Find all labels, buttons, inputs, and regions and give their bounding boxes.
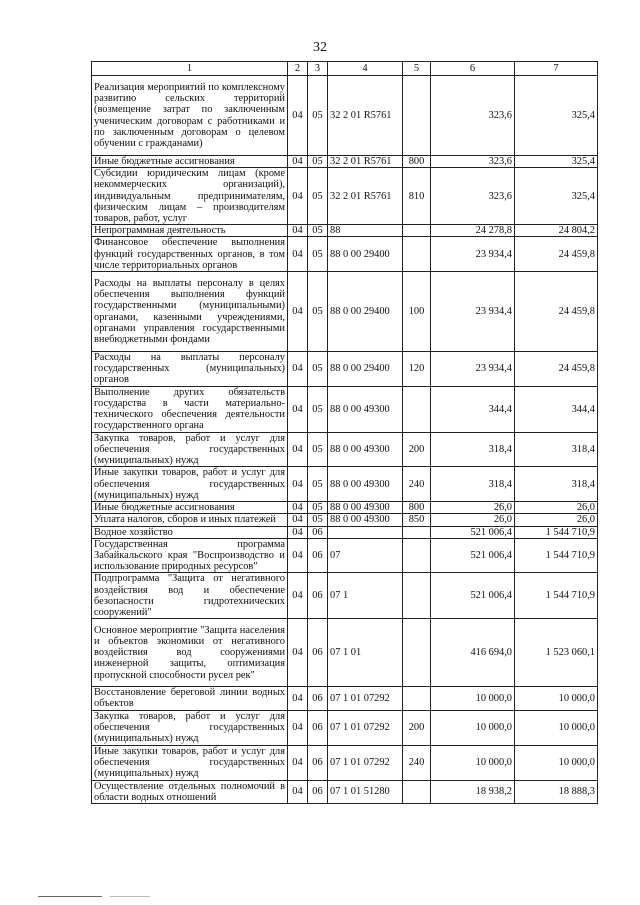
row-name: Водное хозяйство bbox=[92, 526, 288, 538]
row-subsection: 05 bbox=[308, 352, 328, 387]
row-amount-year1: 416 694,0 bbox=[431, 619, 515, 687]
header-col-2: 2 bbox=[288, 62, 308, 76]
header-col-7: 7 bbox=[515, 62, 598, 76]
row-section: 04 bbox=[288, 76, 308, 156]
row-name: Восстановление береговой линии водных объектов bbox=[92, 687, 288, 710]
row-name: Осуществление отдельных полномочий в области водных отношений bbox=[92, 780, 288, 803]
row-target-article: 88 0 00 49300 bbox=[328, 386, 403, 432]
table-row bbox=[92, 710, 598, 745]
budget-table bbox=[91, 61, 598, 804]
row-expense-type bbox=[403, 780, 431, 803]
row-amount-year2: 10 000,0 bbox=[515, 745, 598, 780]
row-name: Основное мероприятие "Защита населения и объектов экономики от негативного воздействия вод сооружениями инженерной защиты, оптимизация пропускной способности русел рек" bbox=[92, 619, 288, 687]
row-expense-type: 100 bbox=[403, 272, 431, 352]
row-amount-year1: 521 006,4 bbox=[431, 538, 515, 573]
row-target-article: 32 2 01 R5761 bbox=[328, 168, 403, 225]
row-target-article: 88 0 00 49300 bbox=[328, 432, 403, 467]
row-name: Закупка товаров, работ и услуг для обеспечения государственных (муниципальных) нужд bbox=[92, 710, 288, 745]
row-target-article: 88 0 00 49300 bbox=[328, 502, 403, 514]
row-target-article: 07 1 01 bbox=[328, 619, 403, 687]
table-row bbox=[92, 467, 598, 502]
row-amount-year1: 318,4 bbox=[431, 467, 515, 502]
row-name: Непрограммная деятельность bbox=[92, 225, 288, 237]
row-amount-year2: 325,4 bbox=[515, 76, 598, 156]
row-amount-year2: 26,0 bbox=[515, 514, 598, 526]
row-amount-year1: 18 938,2 bbox=[431, 780, 515, 803]
row-subsection: 06 bbox=[308, 526, 328, 538]
row-expense-type bbox=[403, 237, 431, 272]
row-subsection: 05 bbox=[308, 386, 328, 432]
row-section: 04 bbox=[288, 386, 308, 432]
row-expense-type: 800 bbox=[403, 502, 431, 514]
row-amount-year2: 10 000,0 bbox=[515, 687, 598, 710]
row-section: 04 bbox=[288, 352, 308, 387]
row-target-article bbox=[328, 526, 403, 538]
row-subsection: 06 bbox=[308, 538, 328, 573]
row-section: 04 bbox=[288, 745, 308, 780]
row-subsection: 05 bbox=[308, 502, 328, 514]
row-amount-year1: 10 000,0 bbox=[431, 710, 515, 745]
row-amount-year2: 10 000,0 bbox=[515, 710, 598, 745]
header-col-1: 1 bbox=[92, 62, 288, 76]
row-name: Финансовое обеспечение выполнения функций государственных органов, в том числе территориальных органов bbox=[92, 237, 288, 272]
row-expense-type bbox=[403, 225, 431, 237]
row-expense-type bbox=[403, 526, 431, 538]
row-amount-year1: 521 006,4 bbox=[431, 526, 515, 538]
row-expense-type bbox=[403, 538, 431, 573]
row-target-article: 88 bbox=[328, 225, 403, 237]
row-amount-year2: 24 459,8 bbox=[515, 237, 598, 272]
row-amount-year2: 1 544 710,9 bbox=[515, 526, 598, 538]
row-amount-year2: 26,0 bbox=[515, 502, 598, 514]
row-name: Закупка товаров, работ и услуг для обеспечения государственных (муниципальных) нужд bbox=[92, 432, 288, 467]
row-amount-year1: 344,4 bbox=[431, 386, 515, 432]
row-expense-type: 800 bbox=[403, 156, 431, 168]
row-amount-year1: 23 934,4 bbox=[431, 272, 515, 352]
row-expense-type: 200 bbox=[403, 710, 431, 745]
table-row bbox=[92, 780, 598, 803]
row-target-article: 07 1 01 51280 bbox=[328, 780, 403, 803]
row-subsection: 05 bbox=[308, 76, 328, 156]
header-col-6: 6 bbox=[431, 62, 515, 76]
row-expense-type: 850 bbox=[403, 514, 431, 526]
row-section: 04 bbox=[288, 538, 308, 573]
row-section: 04 bbox=[288, 710, 308, 745]
row-amount-year2: 1 544 710,9 bbox=[515, 538, 598, 573]
row-expense-type bbox=[403, 386, 431, 432]
table-row bbox=[92, 573, 598, 619]
row-amount-year1: 323,6 bbox=[431, 156, 515, 168]
row-section: 04 bbox=[288, 432, 308, 467]
row-name: Иные закупки товаров, работ и услуг для обеспечения государственных (муниципальных) нужд bbox=[92, 745, 288, 780]
footer-rule-faint bbox=[110, 896, 150, 897]
row-subsection: 06 bbox=[308, 619, 328, 687]
row-name: Государственная программа Забайкальского края "Воспроизводство и использование природных ресурсов" bbox=[92, 538, 288, 573]
row-subsection: 05 bbox=[308, 272, 328, 352]
row-target-article: 32 2 01 R5761 bbox=[328, 76, 403, 156]
table-row bbox=[92, 352, 598, 387]
row-expense-type bbox=[403, 619, 431, 687]
row-section: 04 bbox=[288, 225, 308, 237]
row-expense-type: 120 bbox=[403, 352, 431, 387]
row-amount-year1: 26,0 bbox=[431, 502, 515, 514]
footer-rule bbox=[38, 896, 102, 897]
row-section: 04 bbox=[288, 780, 308, 803]
row-subsection: 06 bbox=[308, 745, 328, 780]
row-amount-year1: 23 934,4 bbox=[431, 352, 515, 387]
row-expense-type: 240 bbox=[403, 467, 431, 502]
row-subsection: 06 bbox=[308, 710, 328, 745]
row-section: 04 bbox=[288, 687, 308, 710]
row-target-article: 07 bbox=[328, 538, 403, 573]
row-name: Подпрограмма "Защита от негативного воздействия вод и обеспечение безопасности гидротехнических сооружений" bbox=[92, 573, 288, 619]
table-row bbox=[92, 502, 598, 514]
row-target-article: 88 0 00 49300 bbox=[328, 467, 403, 502]
table-row bbox=[92, 745, 598, 780]
row-target-article: 07 1 bbox=[328, 573, 403, 619]
row-expense-type: 240 bbox=[403, 745, 431, 780]
row-expense-type: 810 bbox=[403, 168, 431, 225]
row-target-article: 07 1 01 07292 bbox=[328, 745, 403, 780]
table-row bbox=[92, 526, 598, 538]
table-row bbox=[92, 272, 598, 352]
row-amount-year2: 1 544 710,9 bbox=[515, 573, 598, 619]
row-amount-year2: 24 459,8 bbox=[515, 272, 598, 352]
row-amount-year1: 10 000,0 bbox=[431, 687, 515, 710]
row-target-article: 88 0 00 49300 bbox=[328, 514, 403, 526]
row-subsection: 05 bbox=[308, 467, 328, 502]
row-name: Уплата налогов, сборов и иных платежей bbox=[92, 514, 288, 526]
table-row bbox=[92, 619, 598, 687]
header-col-5: 5 bbox=[403, 62, 431, 76]
row-target-article: 07 1 01 07292 bbox=[328, 687, 403, 710]
row-subsection: 06 bbox=[308, 780, 328, 803]
header-col-4: 4 bbox=[328, 62, 403, 76]
row-target-article: 07 1 01 07292 bbox=[328, 710, 403, 745]
row-section: 04 bbox=[288, 573, 308, 619]
row-amount-year1: 521 006,4 bbox=[431, 573, 515, 619]
row-amount-year1: 323,6 bbox=[431, 168, 515, 225]
row-subsection: 05 bbox=[308, 237, 328, 272]
row-amount-year1: 24 278,8 bbox=[431, 225, 515, 237]
table-row bbox=[92, 514, 598, 526]
row-section: 04 bbox=[288, 156, 308, 168]
row-section: 04 bbox=[288, 168, 308, 225]
row-subsection: 05 bbox=[308, 168, 328, 225]
table-row bbox=[92, 386, 598, 432]
row-expense-type: 200 bbox=[403, 432, 431, 467]
row-amount-year1: 10 000,0 bbox=[431, 745, 515, 780]
row-name: Иные бюджетные ассигнования bbox=[92, 502, 288, 514]
table-row bbox=[92, 76, 598, 156]
row-amount-year2: 18 888,3 bbox=[515, 780, 598, 803]
row-subsection: 05 bbox=[308, 156, 328, 168]
row-amount-year2: 325,4 bbox=[515, 156, 598, 168]
row-amount-year2: 318,4 bbox=[515, 467, 598, 502]
row-subsection: 06 bbox=[308, 573, 328, 619]
row-amount-year1: 23 934,4 bbox=[431, 237, 515, 272]
table-row bbox=[92, 237, 598, 272]
row-amount-year2: 24 459,8 bbox=[515, 352, 598, 387]
row-amount-year1: 323,6 bbox=[431, 76, 515, 156]
row-subsection: 05 bbox=[308, 225, 328, 237]
row-subsection: 05 bbox=[308, 514, 328, 526]
row-expense-type bbox=[403, 76, 431, 156]
row-amount-year2: 318,4 bbox=[515, 432, 598, 467]
row-section: 04 bbox=[288, 619, 308, 687]
row-name: Расходы на выплаты персоналу государственных (муниципальных) органов bbox=[92, 352, 288, 387]
row-subsection: 06 bbox=[308, 687, 328, 710]
row-name: Расходы на выплаты персоналу в целях обеспечения выполнения функций государственными (муниципальными) органами, казенными учреждениями, органами управления государственными внебюджетными фондами bbox=[92, 272, 288, 352]
row-section: 04 bbox=[288, 272, 308, 352]
row-amount-year2: 344,4 bbox=[515, 386, 598, 432]
row-section: 04 bbox=[288, 526, 308, 538]
row-subsection: 05 bbox=[308, 432, 328, 467]
row-name: Иные закупки товаров, работ и услуг для обеспечения государственных (муниципальных) нужд bbox=[92, 467, 288, 502]
row-section: 04 bbox=[288, 467, 308, 502]
row-section: 04 bbox=[288, 237, 308, 272]
row-name: Субсидии юридическим лицам (кроме некоммерческих организаций), индивидуальным предпринимателям, физическим лицам – производителям товаров, работ, услуг bbox=[92, 168, 288, 225]
table-row bbox=[92, 225, 598, 237]
row-amount-year2: 24 804,2 bbox=[515, 225, 598, 237]
table-row bbox=[92, 432, 598, 467]
row-target-article: 88 0 00 29400 bbox=[328, 272, 403, 352]
header-col-3: 3 bbox=[308, 62, 328, 76]
row-amount-year1: 26,0 bbox=[431, 514, 515, 526]
table-row bbox=[92, 687, 598, 710]
row-name: Выполнение других обязательств государства в части материально-технического обеспечения деятельности государственного органа bbox=[92, 386, 288, 432]
row-target-article: 88 0 00 29400 bbox=[328, 237, 403, 272]
table-header-row bbox=[92, 62, 598, 76]
table-row bbox=[92, 538, 598, 573]
page-number: 32 bbox=[313, 40, 327, 55]
row-name: Иные бюджетные ассигнования bbox=[92, 156, 288, 168]
table-row bbox=[92, 156, 598, 168]
row-target-article: 88 0 00 29400 bbox=[328, 352, 403, 387]
row-expense-type bbox=[403, 687, 431, 710]
row-section: 04 bbox=[288, 502, 308, 514]
table-row bbox=[92, 168, 598, 225]
row-amount-year2: 1 523 060,1 bbox=[515, 619, 598, 687]
row-section: 04 bbox=[288, 514, 308, 526]
row-amount-year2: 325,4 bbox=[515, 168, 598, 225]
row-amount-year1: 318,4 bbox=[431, 432, 515, 467]
row-name: Реализация мероприятий по комплексному развитию сельских территорий (возмещение затрат по заключенным ученическим договорам с работниками и по заключенным договорам о целевом обучении с гражданами) bbox=[92, 76, 288, 156]
row-target-article: 32 2 01 R5761 bbox=[328, 156, 403, 168]
row-expense-type bbox=[403, 573, 431, 619]
